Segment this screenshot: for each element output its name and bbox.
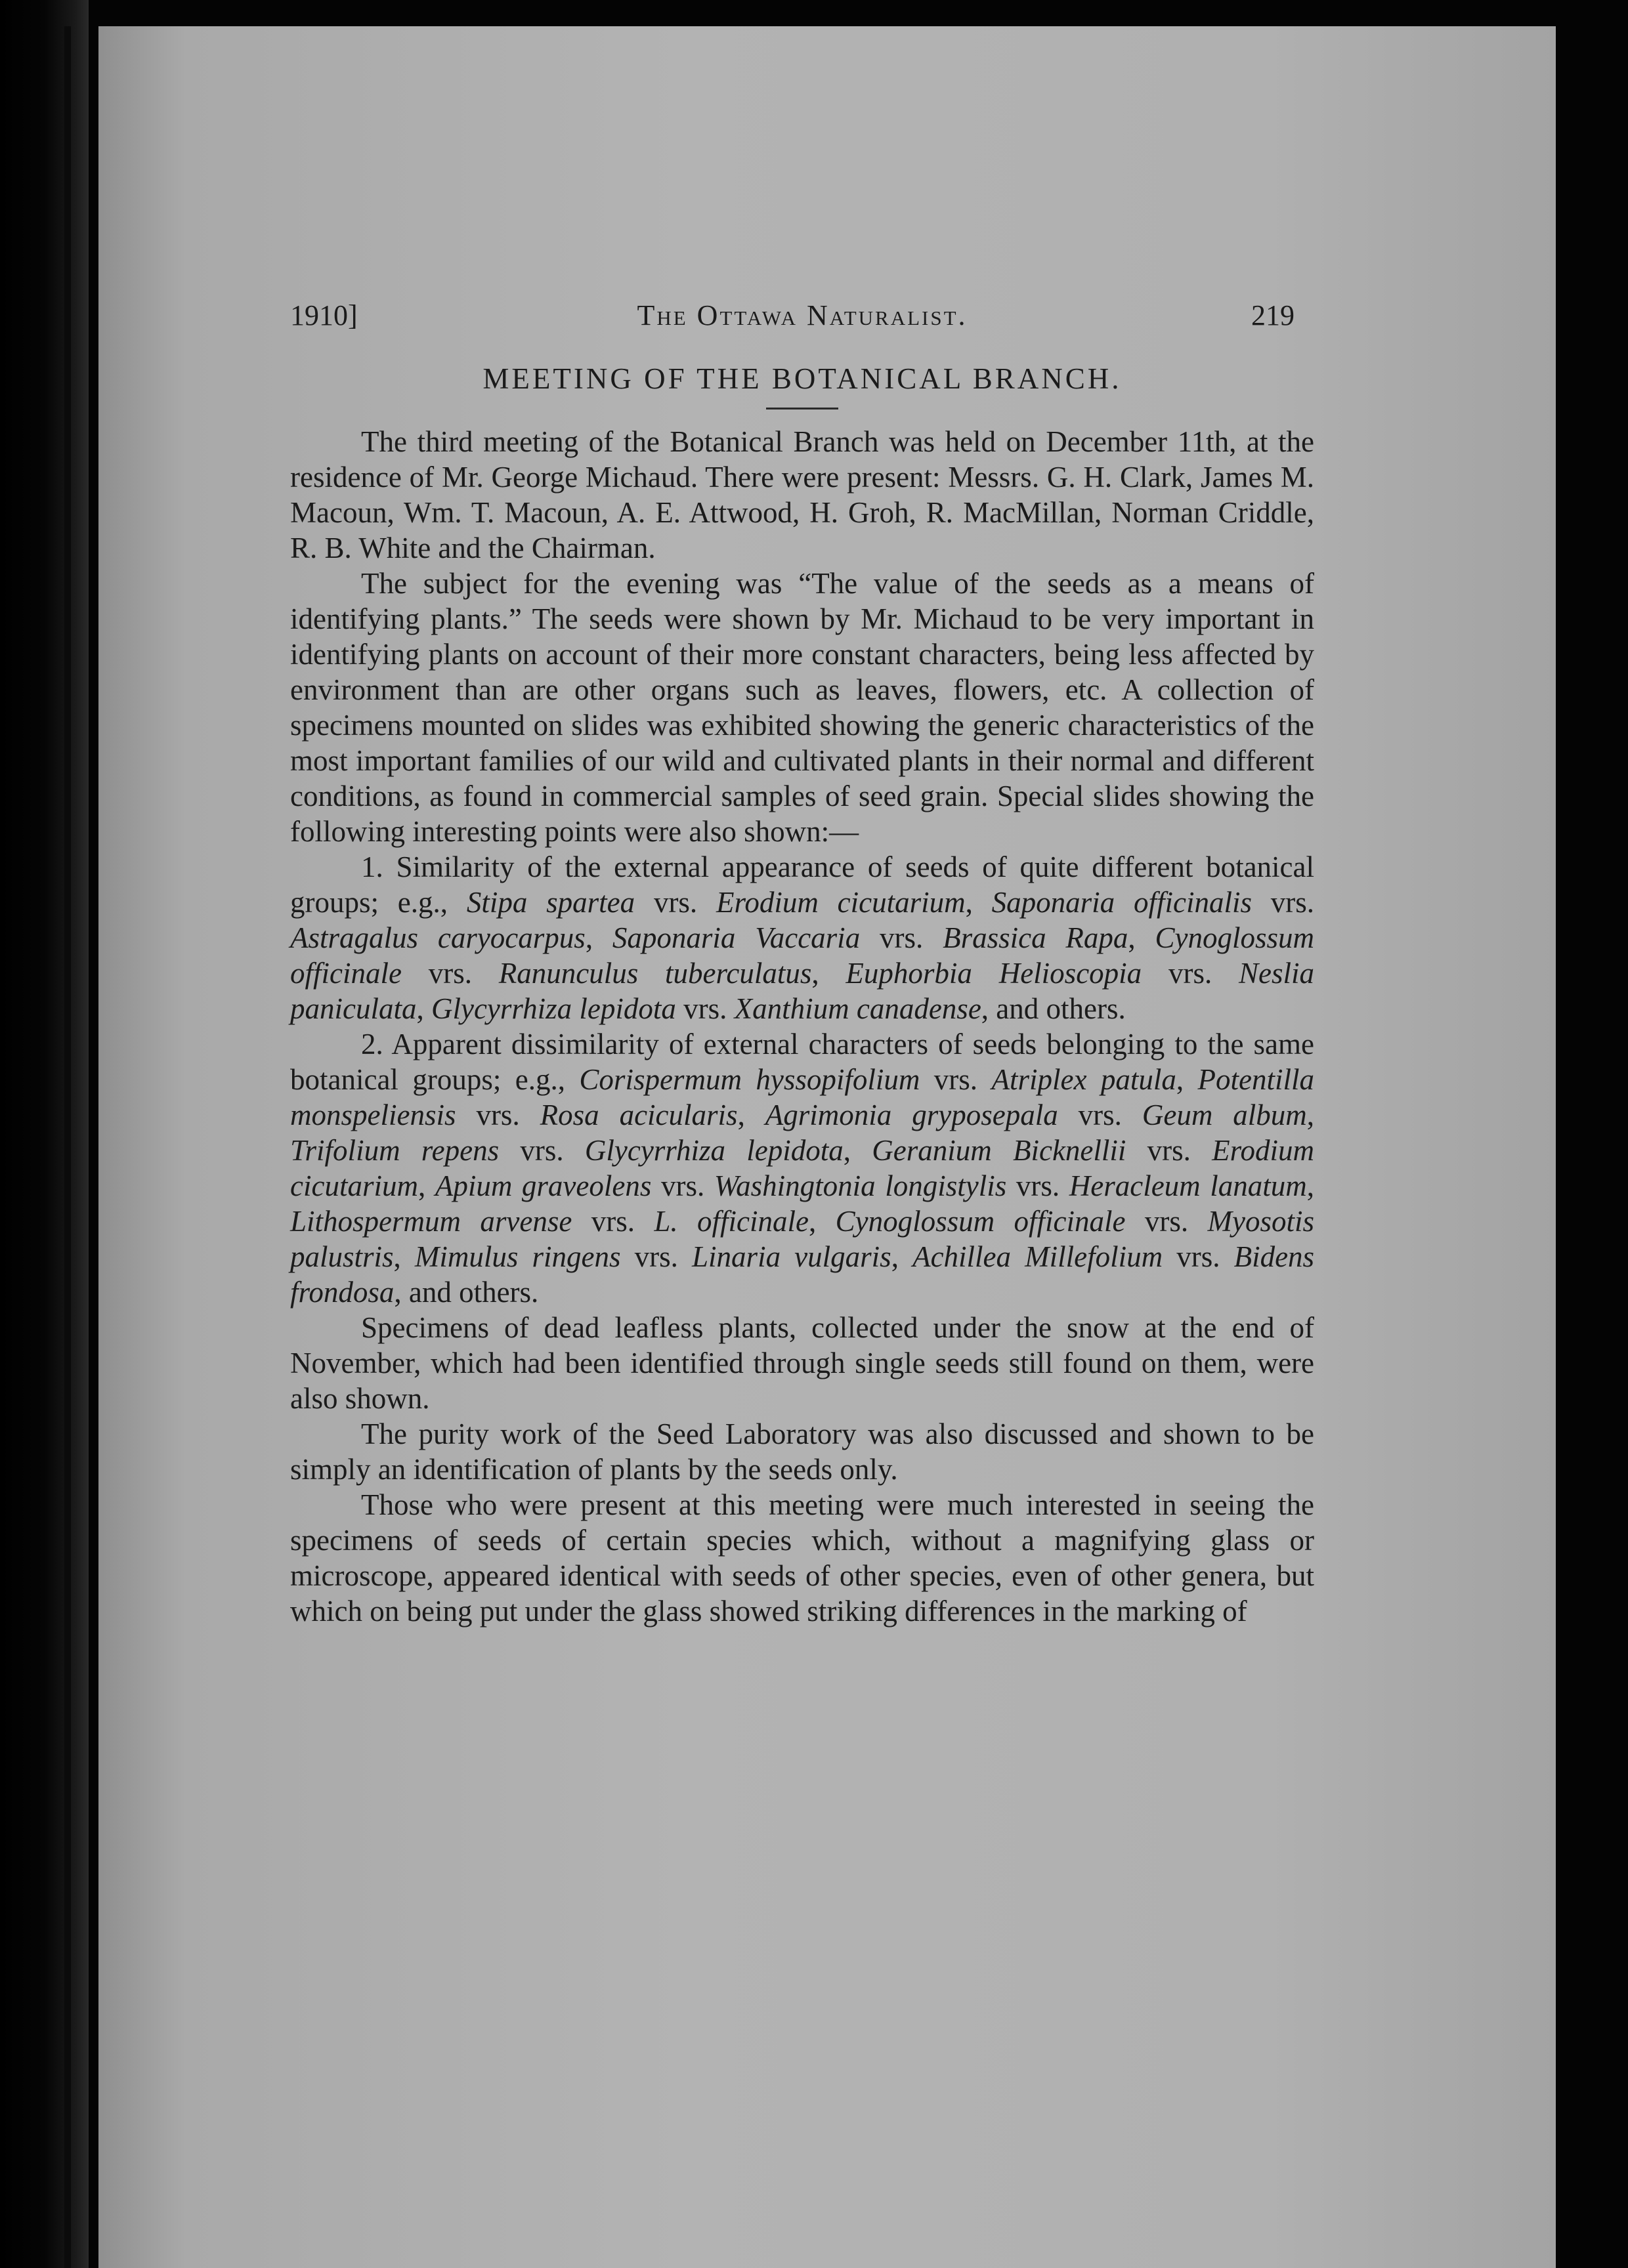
paragraph-seed-laboratory	[290, 1416, 1314, 1487]
text-run: Specimens of dead leafless plants, collected under the snow at the end of November, which had been identified through single seeds still found on them, were also shown.	[290, 1311, 1314, 1415]
running-head-year: 1910]	[290, 299, 358, 331]
text-run: ,	[393, 1240, 415, 1273]
paragraph-attendance	[290, 424, 1314, 566]
species-name: Corispermum hyssopifolium	[579, 1063, 920, 1096]
species-name: Mimulus ringens	[414, 1240, 621, 1273]
paragraph-interest	[290, 1487, 1314, 1629]
paragraph-subject	[290, 566, 1314, 849]
species-name: Brassica Rapa	[943, 921, 1128, 954]
gutter-edge-line	[64, 26, 71, 2268]
text-run: 2. Apparent dissimilarity of external characters of seeds belonging to the same botanical groups; e.g.,	[290, 1028, 1314, 1096]
text-run: vrs.	[1058, 1099, 1142, 1131]
text-run: vrs.	[1142, 957, 1239, 990]
species-name: Saponaria officinalis	[991, 886, 1252, 919]
species-name: Geranium Bicknellii	[872, 1134, 1126, 1167]
text-run: 1. Similarity of the external appearance of seeds of quite different botanical groups; e.g.,	[290, 850, 1314, 919]
book-gutter-shadow	[0, 0, 89, 2268]
text-run: ,	[891, 1240, 913, 1273]
species-name: Ranunculus tuberculatus	[498, 957, 812, 990]
species-name: Rosa acicularis	[540, 1099, 738, 1131]
text-run: ,	[1306, 1169, 1315, 1202]
species-name: Achillea Millefolium	[912, 1240, 1163, 1273]
species-name: Euphorbia Helioscopia	[846, 957, 1142, 990]
text-run: vrs.	[572, 1205, 654, 1238]
text-run: The subject for the evening was “The value of the seeds as a means of identifying plants.” The seeds were shown by Mr. Michaud to be very important in identifying plants on account of their more constant characters, being less affected by environment than are other organs such as leaves, flowers, etc. A collection of specimens mounted on slides was exhibited showing the generic characteristics of the most important families of our wild and cultivated plants in their normal and different conditions, as found in commercial samples of seed grain. Special slides showing the following interesting points were also shown:—	[290, 567, 1314, 848]
text-run: vrs.	[1163, 1240, 1234, 1273]
text-run: vrs.	[651, 1169, 714, 1202]
species-name: Apium graveolens	[435, 1169, 652, 1202]
text-run: ,	[416, 992, 431, 1025]
species-name: Lithospermum arvense	[290, 1205, 572, 1238]
species-name: Potentilla monspeliensis	[290, 1063, 1315, 1131]
species-name: Glycyrrhiza lepidota	[584, 1134, 844, 1167]
species-name: Linaria vulgaris	[692, 1240, 891, 1273]
species-name: Saponaria Vaccaria	[612, 921, 861, 954]
text-run: Those who were present at this meeting were much interested in seeing the specimens of seeds of certain species which, without a magnifying glass or microscope, appeared identical with seeds of other species, even of other genera, but which on being put under the glass showed striking differences in the marking of	[290, 1488, 1314, 1628]
text-run: ,	[1306, 1099, 1315, 1131]
running-head	[290, 299, 1314, 345]
species-name: Atriplex patula	[991, 1063, 1176, 1096]
text-run: ,	[811, 957, 846, 990]
text-run: vrs.	[401, 957, 499, 990]
species-name: L. officinale	[654, 1205, 809, 1238]
species-name: Cynoglossum officinale	[835, 1205, 1126, 1238]
species-name: Erodium cicutarium	[716, 886, 966, 919]
text-run: vrs.	[1125, 1205, 1208, 1238]
species-name: Heracleum lanatum	[1069, 1169, 1307, 1202]
text-run: vrs.	[620, 1240, 693, 1273]
text-run: vrs.	[920, 1063, 992, 1096]
species-name: Myosotis palustris	[290, 1205, 1315, 1273]
text-run: vrs.	[1006, 1169, 1069, 1202]
species-name: Xanthium canadense	[734, 992, 981, 1025]
text-run: ,	[737, 1099, 765, 1131]
species-name: Washingtonia longistylis	[714, 1169, 1007, 1202]
species-name: Trifolium repens	[290, 1134, 500, 1167]
page-number: 219	[1251, 299, 1295, 331]
text-run: ,	[809, 1205, 836, 1238]
text-run: ,	[965, 886, 992, 919]
species-name: Neslia paniculata	[290, 957, 1315, 1025]
text-run: , and others.	[394, 1276, 539, 1309]
species-name: Agrimonia gryposepala	[765, 1099, 1058, 1131]
text-run: vrs.	[860, 921, 943, 954]
paragraph-point-dissimilarity	[290, 1026, 1314, 1310]
text-run: vrs.	[675, 992, 735, 1025]
species-name: Astragalus caryocarpus	[290, 921, 586, 954]
text-run: ,	[1176, 1063, 1198, 1096]
species-name: Bidens frondosa	[290, 1240, 1315, 1309]
text-run: vrs.	[456, 1099, 540, 1131]
text-run: , and others.	[981, 992, 1126, 1025]
article-title: MEETING OF THE BOTANICAL BRANCH.	[482, 362, 1122, 395]
running-head-journal-title: The Ottawa Naturalist.	[637, 299, 968, 331]
title-rule	[766, 408, 838, 410]
text-run: vrs.	[1251, 886, 1315, 919]
text-run: ,	[418, 1169, 435, 1202]
paragraph-dead-plants	[290, 1310, 1314, 1416]
paragraph-point-similarity	[290, 849, 1314, 1026]
text-run: The third meeting of the Botanical Branch was held on December 11th, at the residence of Mr. George Michaud. There were present: Messrs. G. H. Clark, James M. Macoun, Wm. T. Macoun, A. E. Attwood, H. Groh, R. MacMillan, Norman Criddle, R. B. White and the Chairman.	[290, 425, 1314, 564]
text-run: vrs.	[1126, 1134, 1212, 1167]
text-run: ,	[1128, 921, 1155, 954]
species-name: Cynoglossum officinale	[290, 921, 1314, 990]
text-run: vrs.	[499, 1134, 585, 1167]
text-block	[290, 299, 1314, 1629]
species-name: Geum album	[1142, 1099, 1307, 1131]
text-run: The purity work of the Seed Laboratory was also discussed and shown to be simply an identification of plants by the seeds only.	[290, 1418, 1314, 1486]
text-run: ,	[843, 1134, 872, 1167]
species-name: Glycyrrhiza lepidota	[431, 992, 676, 1025]
text-run: vrs.	[635, 886, 716, 919]
text-run: ,	[585, 921, 612, 954]
species-name: Stipa spartea	[466, 886, 635, 919]
species-name: Erodium cicutarium	[290, 1134, 1314, 1202]
